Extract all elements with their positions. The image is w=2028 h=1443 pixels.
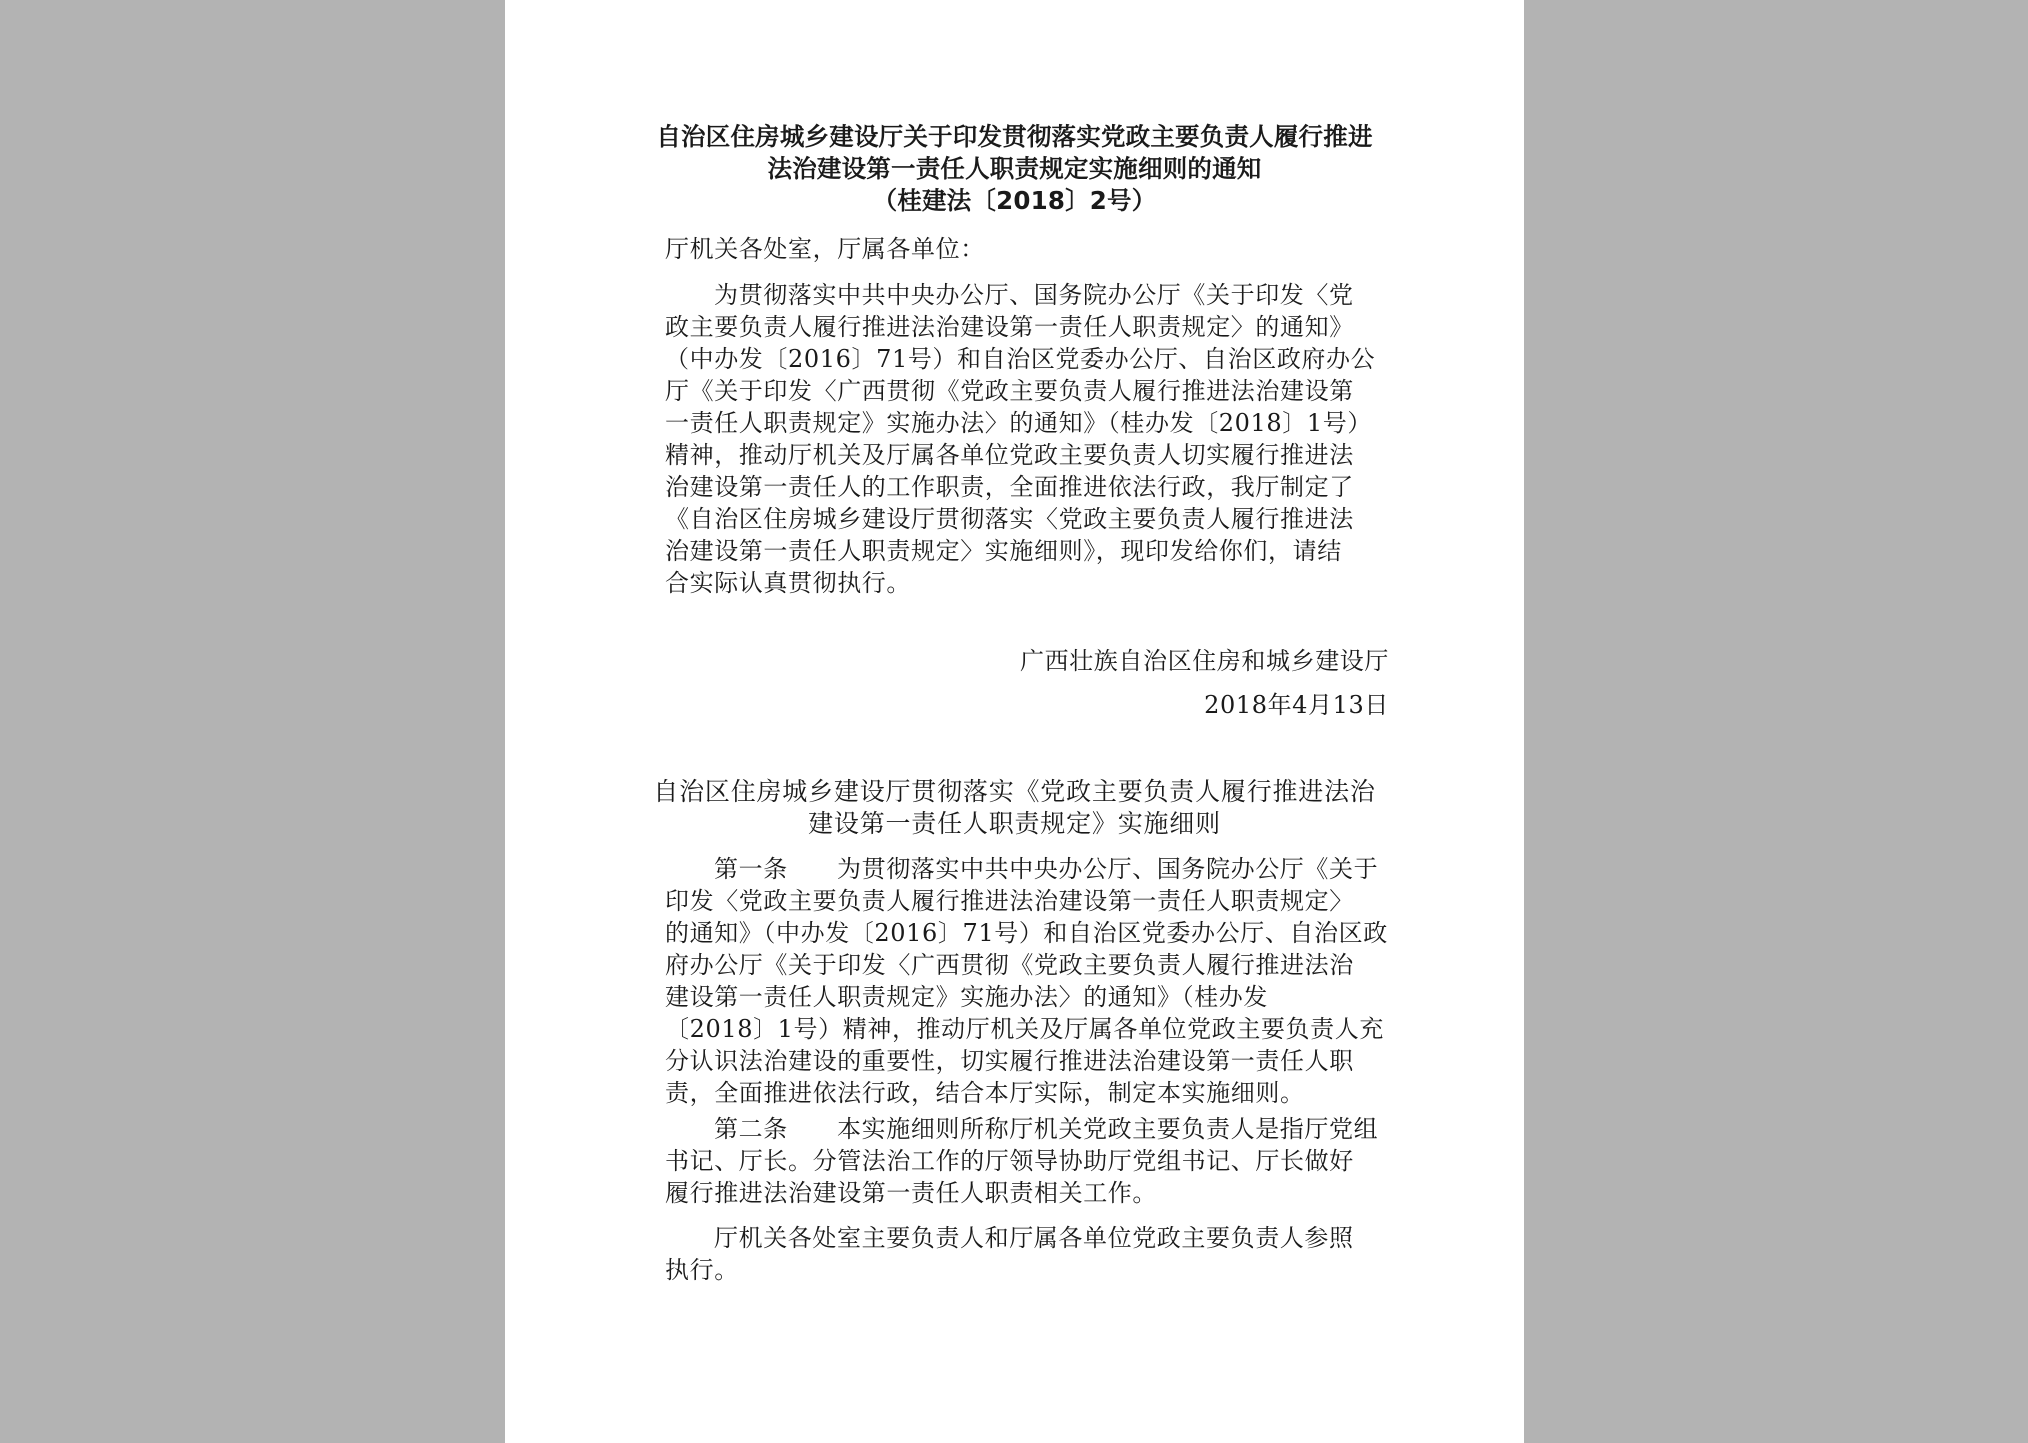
rules-title-line-1: 自治区住房城乡建设厅贯彻落实《党政主要负责人履行推进法治 <box>653 777 1376 806</box>
article-1-line: 第一条 为贯彻落实中共中央办公厅、国务院办公厅《关于 <box>714 855 1379 883</box>
notice-body-line: 厅《关于印发〈广西贯彻《党政主要负责人履行推进法治建设第 <box>665 377 1354 405</box>
notice-body-line: 《自治区住房城乡建设厅贯彻落实〈党政主要负责人履行推进法 <box>665 505 1354 533</box>
notice-salutation: 厅机关各处室，厅属各单位： <box>665 235 985 263</box>
article-2-extra-line: 执行。 <box>665 1256 739 1284</box>
notice-body-line: 为贯彻落实中共中央办公厅、国务院办公厅《关于印发〈党 <box>714 281 1354 309</box>
notice-title-line-1: 自治区住房城乡建设厅关于印发贯彻落实党政主要负责人履行推进 <box>656 122 1373 151</box>
article-2-line: 履行推进法治建设第一责任人职责相关工作。 <box>665 1179 1157 1207</box>
article-1-line: 建设第一责任人职责规定》实施办法〉的通知》（桂办发 <box>665 983 1268 1011</box>
article-1-line: 的通知》（中办发〔2016〕71号）和自治区党委办公厅、自治区政 <box>665 919 1388 947</box>
article-2-extra-line: 厅机关各处室主要负责人和厅属各单位党政主要负责人参照 <box>714 1224 1354 1252</box>
article-1-line: 府办公厅《关于印发〈广西贯彻《党政主要负责人履行推进法治 <box>665 951 1354 979</box>
notice-title-line-2: 法治建设第一责任人职责规定实施细则的通知 <box>767 154 1262 183</box>
notice-body-line: 治建设第一责任人职责规定〉实施细则》，现印发给你们，请结 <box>665 537 1342 565</box>
article-2-line: 第二条 本实施细则所称厅机关党政主要负责人是指厅党组 <box>714 1115 1379 1143</box>
notice-doc-number: （桂建法〔2018〕2号） <box>872 186 1157 215</box>
notice-body-line: 一责任人职责规定》实施办法〉的通知》（桂办发〔2018〕1号） <box>665 409 1372 437</box>
document-page <box>505 0 1524 1443</box>
rules-title-line-2: 建设第一责任人职责规定》实施细则 <box>808 809 1221 838</box>
notice-body-line: 合实际认真贯彻执行。 <box>665 569 911 597</box>
article-1-line: 责，全面推进依法行政，结合本厅实际，制定本实施细则。 <box>665 1079 1305 1107</box>
issuer-name: 广西壮族自治区住房和城乡建设厅 <box>1020 647 1389 675</box>
issue-date: 2018年4月13日 <box>1204 691 1389 719</box>
article-2-line: 书记、厅长。分管法治工作的厅领导协助厅党组书记、厅长做好 <box>665 1147 1354 1175</box>
article-1-line: 印发〈党政主要负责人履行推进法治建设第一责任人职责规定〉 <box>665 887 1354 915</box>
notice-body-line: 治建设第一责任人的工作职责，全面推进依法行政，我厅制定了 <box>665 473 1354 501</box>
notice-body-line: 政主要负责人履行推进法治建设第一责任人职责规定〉的通知》 <box>665 313 1354 341</box>
article-1-line: 分认识法治建设的重要性，切实履行推进法治建设第一责任人职 <box>665 1047 1354 1075</box>
notice-body-line: 精神，推动厅机关及厅属各单位党政主要负责人切实履行推进法 <box>665 441 1354 469</box>
notice-body-line: （中办发〔2016〕71号）和自治区党委办公厅、自治区政府办公 <box>665 345 1376 373</box>
article-1-line: 〔2018〕1号）精神，推动厅机关及厅属各单位党政主要负责人充 <box>665 1015 1384 1043</box>
